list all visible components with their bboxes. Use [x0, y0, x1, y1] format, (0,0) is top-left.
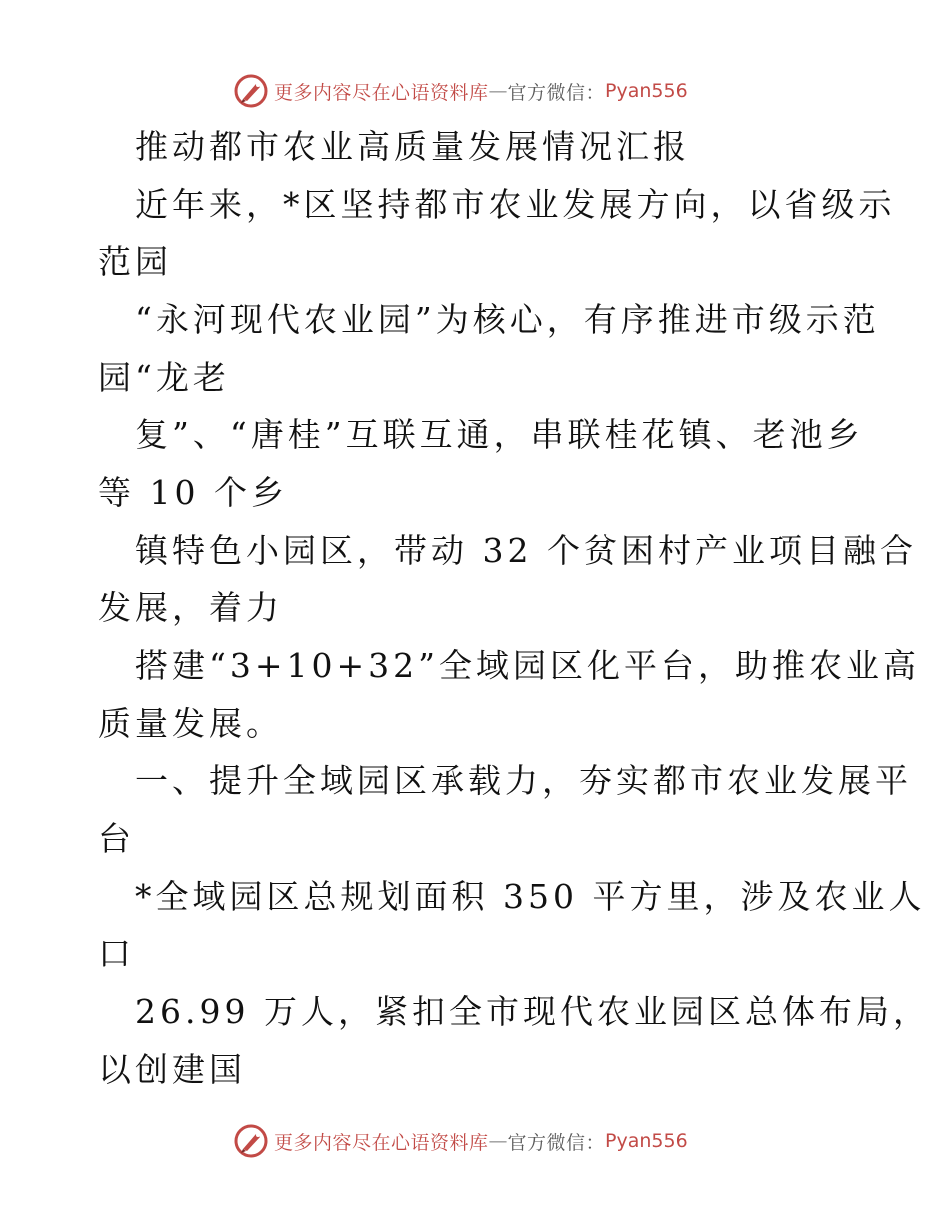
header-watermark-banner [234, 71, 688, 111]
footer-watermark-banner [234, 1121, 688, 1161]
paragraph-line: 口 [98, 934, 135, 973]
section-heading: 一、提升全域园区承载力，夯实都市农业发展平 [135, 761, 912, 800]
watermark-site-text: 更多内容尽在心语资料库 [274, 1131, 489, 1154]
paragraph-line: 等 10 个乡 [98, 473, 288, 512]
paragraph-line: 质量发展。 [98, 704, 283, 743]
watermark-wechat-id: Pyan556 [605, 1130, 688, 1152]
watermark-wechat-id: Pyan556 [605, 80, 688, 102]
paragraph-line: 26.99 万人，紧扣全市现代农业园区总体布局， [135, 992, 930, 1031]
paragraph-line: 近年来，*区坚持都市农业发展方向，以省级示 [135, 185, 896, 224]
watermark-wechat-label: 官方微信： [507, 1131, 606, 1154]
paragraph-line: “永河现代农业园”为核心，有序推进市级示范 [135, 300, 880, 339]
paragraph-line: 范园 [98, 242, 172, 281]
watermark-separator: — [488, 80, 508, 102]
paragraph-line: *全域园区总规划面积 350 平方里，涉及农业人 [135, 877, 926, 916]
paragraph-line: 复”、“唐桂”互联互通，串联桂花镇、老池乡 [135, 415, 864, 454]
paragraph-line: 以创建国 [98, 1050, 246, 1089]
pen-logo-icon [234, 74, 268, 108]
paragraph-line: 园“龙老 [98, 358, 230, 397]
paragraph-line: 搭建“3+10+32”全域园区化平台，助推农业高 [135, 646, 921, 685]
watermark-separator: — [488, 1130, 508, 1152]
paragraph-line: 镇特色小园区，带动 32 个贫困村产业项目融合 [135, 531, 917, 570]
watermark-site-text: 更多内容尽在心语资料库 [274, 81, 489, 104]
section-heading-continuation: 台 [98, 819, 135, 858]
document-title: 推动都市农业高质量发展情况汇报 [135, 127, 690, 166]
watermark-wechat-label: 官方微信： [507, 81, 606, 104]
pen-logo-icon [234, 1124, 268, 1158]
paragraph-line: 发展，着力 [98, 588, 283, 627]
